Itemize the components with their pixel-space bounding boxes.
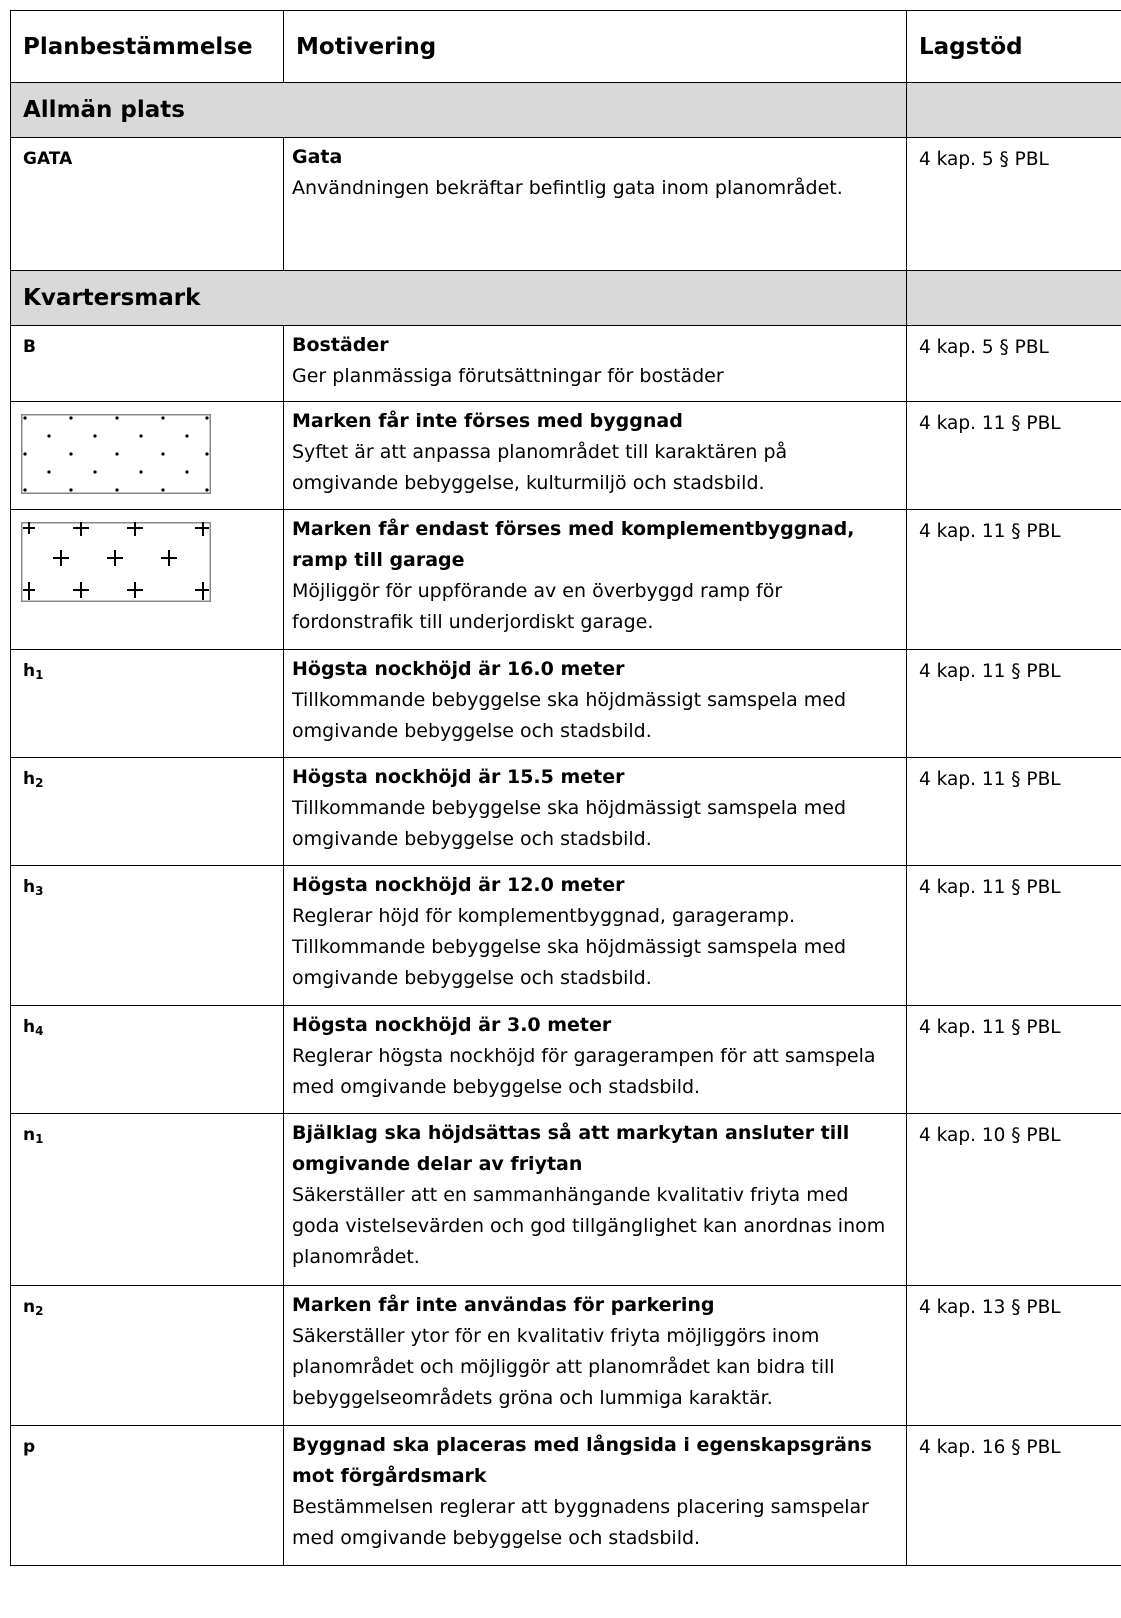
regulation-description: Reglerar höjd för komplementbyggnad, garageramp. Tillkommande bebyggelse ska höjdmässigt samspela med omgivande bebyggelse och stadsbild.: [292, 905, 847, 989]
header-row: [11, 11, 1121, 83]
regulation-description: Tillkommande bebyggelse ska höjdmässigt samspela med omgivande bebyggelse och stadsbild.: [292, 797, 847, 850]
table-row: [11, 1006, 1121, 1114]
regulation-law: 4 kap. 16 § PBL: [907, 1426, 1121, 1566]
table-row: [11, 1286, 1121, 1426]
table-row: [11, 1426, 1121, 1566]
regulation-law: 4 kap. 10 § PBL: [907, 1114, 1121, 1286]
regulation-code: $h_3$: [11, 866, 284, 1006]
regulation-description: Bestämmelsen reglerar att byggnadens placering samspelar med omgivande bebyggelse och stadsbild.: [292, 1496, 869, 1549]
table-row: [11, 510, 1121, 650]
section-row: [11, 271, 1121, 326]
regulation-code: GATA: [11, 138, 284, 271]
regulation-title: Marken får inte förses med byggnad: [292, 410, 683, 432]
regulation-description: Reglerar högsta nockhöjd för garagerampen för att samspela med omgivande bebyggelse och stadsbild.: [292, 1045, 876, 1098]
regulation-title: Högsta nockhöjd är 16.0 meter: [292, 658, 625, 680]
header-motivering: Motivering: [284, 11, 907, 83]
regulation-motivation: [284, 138, 907, 271]
plan-regulations-table: [10, 10, 1121, 1566]
regulation-motivation: [284, 650, 907, 758]
regulation-description: Ger planmässiga förutsättningar för bostäder: [292, 365, 724, 387]
cross-pattern-icon: [21, 522, 211, 602]
regulation-title: Marken får inte användas för parkering: [292, 1294, 715, 1316]
regulation-motivation: [284, 1006, 907, 1114]
regulation-code: B: [11, 326, 284, 402]
table-row: [11, 138, 1121, 271]
regulation-title: Högsta nockhöjd är 15.5 meter: [292, 766, 625, 788]
regulation-title: Bostäder: [292, 334, 389, 356]
regulation-code: $h_1$: [11, 650, 284, 758]
regulation-description: Tillkommande bebyggelse ska höjdmässigt samspela med omgivande bebyggelse och stadsbild.: [292, 689, 847, 742]
regulation-law: 4 kap. 11 § PBL: [907, 402, 1121, 510]
regulation-law: 4 kap. 11 § PBL: [907, 1006, 1121, 1114]
regulation-motivation: [284, 866, 907, 1006]
dotted-pattern-icon: [21, 414, 211, 494]
regulation-description: Användningen bekräftar befintlig gata inom planområdet.: [292, 177, 843, 199]
regulation-law: 4 kap. 11 § PBL: [907, 758, 1121, 866]
regulation-motivation: [284, 758, 907, 866]
regulation-law: 4 kap. 11 § PBL: [907, 650, 1121, 758]
regulation-law: 4 kap. 5 § PBL: [907, 138, 1121, 271]
regulation-law: 4 kap. 11 § PBL: [907, 866, 1121, 1006]
regulation-title: Bjälklag ska höjdsättas så att markytan ansluter till omgivande delar av friytan: [292, 1122, 850, 1175]
regulation-motivation: [284, 1114, 907, 1286]
table-row: [11, 758, 1121, 866]
section-title: Kvartersmark: [11, 271, 907, 326]
regulation-description: Säkerställer ytor för en kvalitativ friyta möjliggörs inom planområdet och möjliggör att planområdet kan bidra till bebyggelseområdets gröna och lummiga karaktär.: [292, 1325, 835, 1409]
table-row: [11, 650, 1121, 758]
regulation-law: 4 kap. 13 § PBL: [907, 1286, 1121, 1426]
regulation-motivation: [284, 402, 907, 510]
regulation-code: $n_1$: [11, 1114, 284, 1286]
section-row: [11, 83, 1121, 138]
regulation-code: $n_2$: [11, 1286, 284, 1426]
section-title: Allmän plats: [11, 83, 907, 138]
regulation-description: Syftet är att anpassa planområdet till karaktären på omgivande bebyggelse, kulturmiljö och stadsbild.: [292, 441, 788, 494]
regulation-code: $h_2$: [11, 758, 284, 866]
regulation-title: Byggnad ska placeras med långsida i egenskapsgräns mot förgårdsmark: [292, 1434, 872, 1487]
regulation-motivation: [284, 510, 907, 650]
regulation-title: Högsta nockhöjd är 12.0 meter: [292, 874, 625, 896]
regulation-motivation: [284, 326, 907, 402]
regulation-motivation: [284, 1426, 907, 1566]
header-lagstod: Lagstöd: [907, 11, 1121, 83]
regulation-description: Säkerställer att en sammanhängande kvalitativ friyta med goda vistelsevärden och god tillgänglighet kan anordnas inom planområdet.: [292, 1184, 886, 1268]
regulation-code: p: [11, 1426, 284, 1566]
regulation-code: [11, 510, 284, 650]
regulation-title: Högsta nockhöjd är 3.0 meter: [292, 1014, 612, 1036]
table-row: [11, 866, 1121, 1006]
table-row: [11, 402, 1121, 510]
regulation-description: Möjliggör för uppförande av en överbyggd ramp för fordonstrafik till underjordiskt garage.: [292, 580, 783, 633]
regulation-title: Marken får endast förses med komplementbyggnad, ramp till garage: [292, 518, 855, 571]
regulation-law: 4 kap. 5 § PBL: [907, 326, 1121, 402]
regulation-code: [11, 402, 284, 510]
table-row: [11, 326, 1121, 402]
regulation-title: Gata: [292, 146, 343, 168]
header-planbestammelse: Planbestämmelse: [11, 11, 284, 83]
regulation-motivation: [284, 1286, 907, 1426]
table-row: [11, 1114, 1121, 1286]
regulation-code: $h_4$: [11, 1006, 284, 1114]
regulation-law: 4 kap. 11 § PBL: [907, 510, 1121, 650]
